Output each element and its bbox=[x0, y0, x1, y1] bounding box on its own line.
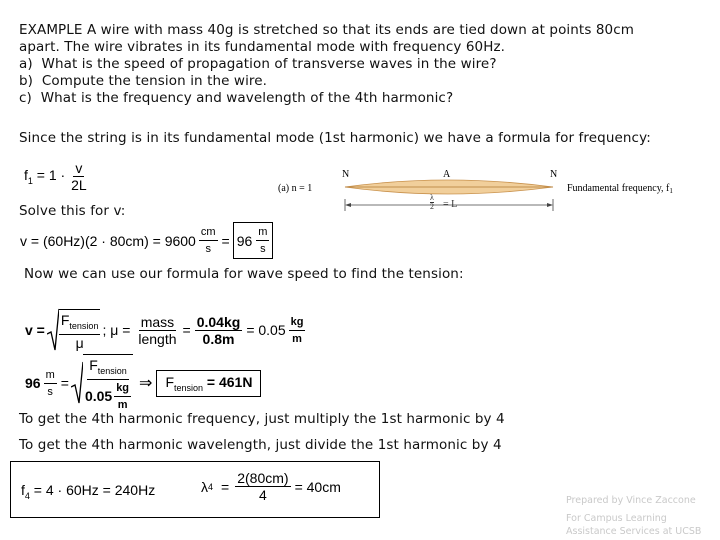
solve-v-text: Solve this for v: bbox=[19, 203, 126, 219]
mass-over-length: $\frac{\text{mass}}{\text{length}}$ bbox=[138, 313, 177, 347]
harmonic-frequency-text: To get the 4th harmonic frequency, just multiply the 1st harmonic by 4 bbox=[19, 411, 505, 427]
mass-length-values: $\frac{0.04kg}{0.8m}$ bbox=[196, 313, 241, 347]
figure-antinode: A bbox=[443, 169, 451, 180]
unit-cm-per-s: $\frac{cm}{s}$ bbox=[200, 226, 216, 255]
fraction-v-over-2L: $\frac{v}{2L}$ bbox=[71, 160, 87, 193]
formula-wave-speed: v = $\frac{F_{tension}}{\mu}$ ; μ = $\frac{\text{mass}}{\text{length}}$ = $\frac{0.04kg}{0.8m}$ = 0.05 $\frac{kg}{m}$ bbox=[25, 308, 305, 352]
formula-f4: $f_4 = 4 \cdot 60Hz = 240Hz$ bbox=[21, 482, 156, 501]
half-lambda-label: λ 2 bbox=[430, 193, 434, 211]
arrow-head-right bbox=[547, 203, 553, 207]
formula-speed: v = (60Hz)(2 · 80cm) = 9600 $\frac{cm}{s}$ = 96 $\frac{m}{s}$ bbox=[20, 222, 273, 259]
problem-line-1: EXAMPLE A wire with mass 40g is stretched so that its ends are tied down at points 80cm bbox=[19, 22, 635, 38]
arrow-head-left bbox=[345, 203, 351, 207]
tension-intro-text: Now we can use our formula for wave speed to find the tension: bbox=[24, 266, 464, 282]
fourth-harmonic-box bbox=[10, 461, 380, 518]
intro-text: Since the string is in its fundamental mode (1st harmonic) we have a formula for frequency: bbox=[19, 130, 651, 146]
sqrt-sign bbox=[47, 308, 59, 352]
standing-wave-figure bbox=[275, 165, 695, 215]
equals-L-label: = L bbox=[443, 199, 458, 210]
example-label: EXAMPLE bbox=[19, 22, 83, 38]
figure-node-left: N bbox=[342, 169, 350, 180]
problem-line-2: apart. The wire vibrates in its fundamental mode with frequency 60Hz. bbox=[19, 39, 506, 55]
speed-result-box: 96 $\frac{m}{s}$ bbox=[233, 222, 274, 259]
figure-caption: Fundamental frequency, $f_1$ bbox=[567, 183, 673, 195]
figure-mode-label: (a) n = 1 bbox=[278, 183, 313, 194]
problem-item-a: a) What is the speed of propagation of transverse waves in the wire? bbox=[19, 56, 497, 72]
credit-line-2: For Campus Learning bbox=[566, 513, 667, 524]
problem-item-b: b) Compute the tension in the wire. bbox=[19, 73, 268, 89]
figure-node-right: N bbox=[550, 169, 558, 180]
credit-line-1: Prepared by Vince Zaccone bbox=[566, 495, 696, 506]
formula-tension: 96 $\frac{m}{s}$ = $F_{tension}$ 0.05 $\frac{kg}{m}$ ⇒ $F_{tension} = 461N$ bbox=[25, 354, 261, 413]
sqrt-sign bbox=[71, 361, 83, 405]
implies-arrow: ⇒ bbox=[139, 375, 153, 393]
unit-kg-per-m: $\frac{kg}{m}$ bbox=[290, 315, 304, 345]
credit-line-3: Assistance Services at UCSB bbox=[566, 526, 702, 537]
harmonic-wavelength-text: To get the 4th harmonic wavelength, just divide the 1st harmonic by 4 bbox=[19, 437, 502, 453]
tension-result-box: $F_{tension} = 461N$ bbox=[156, 370, 261, 397]
problem-item-c: c) What is the frequency and wavelength of the 4th harmonic? bbox=[19, 90, 454, 106]
formula-fundamental-frequency: $f_1 = 1$ · $\frac{v}{2L}$ bbox=[24, 160, 87, 193]
formula-lambda4: λ 4 = $\frac{2(80cm)}{4}$ = 40cm bbox=[201, 470, 341, 503]
